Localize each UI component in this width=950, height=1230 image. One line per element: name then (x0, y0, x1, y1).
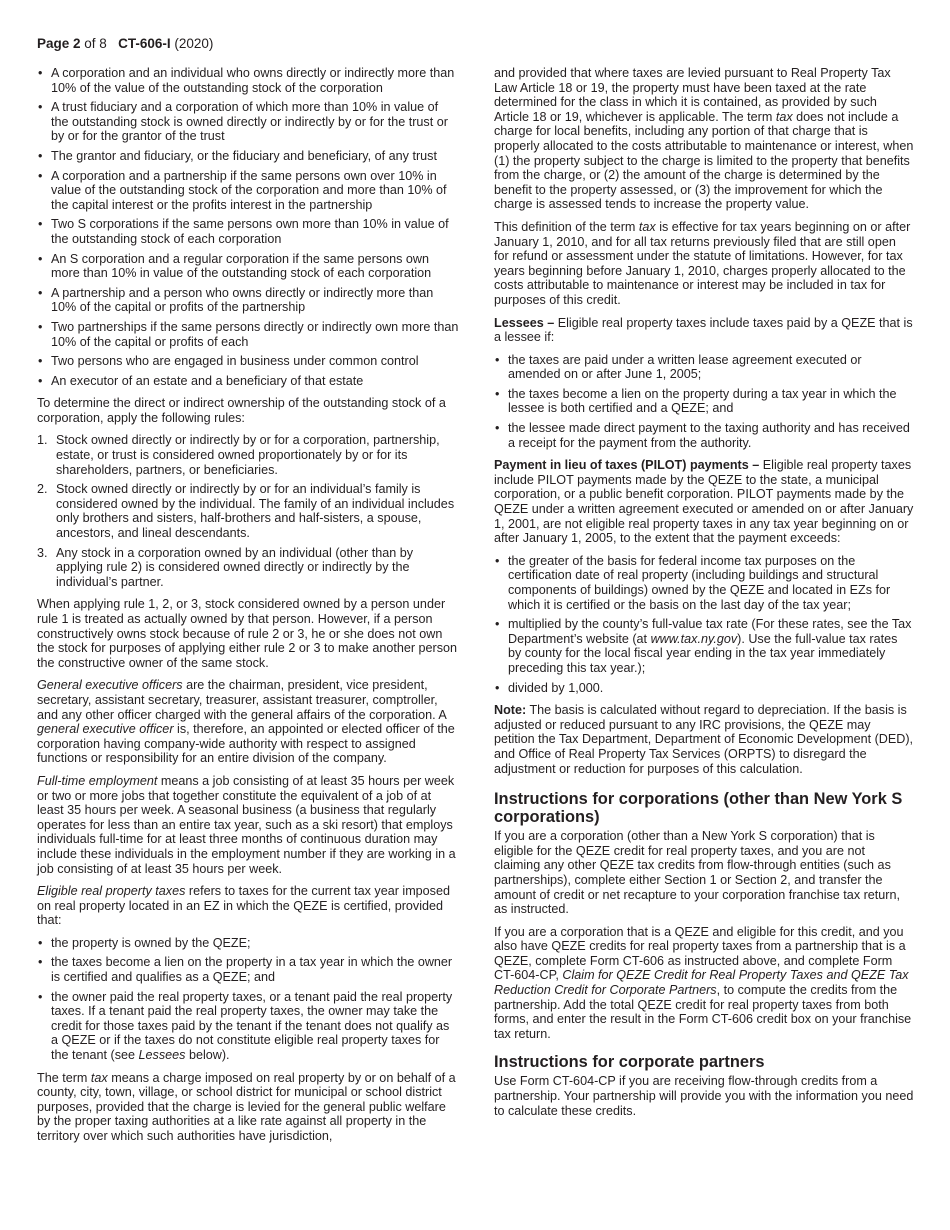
lessees-label: Lessees – (494, 315, 555, 330)
corporations-paragraph-1: If you are a corporation (other than a New York S corporation) that is eligible for the QEZE credit for real property taxes, and you are not claiming any other QEZE tax credits from flow-through entities (such as partnerships), complete either Section 1 or Section 2, and transfer the amount of credit or net recapture to your corporation franchise tax return, as instructed. (494, 829, 901, 917)
list-item: • An S corporation and a regular corporation if the same persons own more than 10% in value of the outstanding stock of each corporation (37, 252, 459, 281)
form-title: Claim for QEZE Credit for Real Property Taxes and QEZE Tax Reduction Credit for Corporate Partners (494, 968, 909, 998)
list-item: • the greater of the basis for federal income tax purposes on the certification date of real property (including buildings and structural components of buildings) owned by the QEZE and located in EZs for which it is certified or the basis on the last day of the tax year; (494, 554, 914, 612)
rule-number: 2. (37, 482, 48, 497)
list-item: • the taxes become a lien on the property during a tax year in which the lessee is both certified and a QEZE; and (494, 387, 914, 416)
rule-item (37, 482, 459, 540)
rule-number: 3. (37, 545, 48, 560)
list-item: • the property is owned by the QEZE; (37, 936, 459, 951)
right-column (494, 66, 914, 1126)
list-item: • An executor of an estate and a beneficiary of that estate (37, 374, 459, 389)
related-persons-list (37, 66, 459, 388)
list-item: • Two S corporations if the same persons own more than 10% in value of the outstanding stock of each corporation (37, 217, 459, 246)
list-item: • divided by 1,000. (494, 681, 914, 696)
lessees-reference: Lessees (138, 1048, 186, 1063)
tax-definition-continued: and provided that where taxes are levied pursuant to Real Property Tax Law Article 18 or 19, the property must have been taxed at the rate determined for the class in which it is contained, as provided by such Article 18 or 19, whichever is applicable. The term tax does not include a charge for local benefits, including any portion of that charge that is properly allocated to the costs attributable to maintenance or interest, when (1) the property subject to the charge is limited to the property that benefits from the charge, or (2) the amount of the charge is determined by the benefit to the property assessed, or (3) the improvement for which the charge is assessed tends to increase the property value. (494, 66, 914, 212)
pilot-paragraph: Payment in lieu of taxes (PILOT) payments – Eligible real property taxes include PILOT payments made by the QEZE to the state, a municipal corporation, or a public benefit corporation. PILOT payments made by the QEZE under a written agreement executed or amended on or after January 1, 2001, are not eligible real property taxes in any tax year beginning on or after January 1, 2005, to the extent that the payment exceeds: (494, 458, 914, 546)
note-label: Note: (494, 703, 527, 718)
ownership-intro: To determine the direct or indirect ownership of the outstanding stock of a corporation, apply the following rules: (37, 396, 446, 425)
lessees-paragraph: Lessees – Eligible real property taxes include taxes paid by a QEZE that is a lessee if: (494, 315, 913, 345)
rule-item (37, 433, 459, 477)
full-time-employment-paragraph: Full-time employment means a job consisting of at least 35 hours per week or two or more jobs that together constitute the equivalent of a job of at least 35 hours per week. A seasonal business (a business that regularly operates for less than an entire tax year, such as a ski resort) that employs individuals full-time for at least three months of continuous duration may include these individuals in the employment number if they are working in a job consisting of at least 35 hours per week. (37, 773, 456, 876)
corporations-paragraph-2: If you are a corporation that is a QEZE and eligible for this credit, and you also have QEZE credits for real property taxes from a partnership that is a QEZE, complete Form CT-606 as instructed above, and complete Form CT-604-CP, Claim for QEZE Credit for Real Property Taxes and QEZE Tax Reduction Credit for Corporate Partners, to compute the credits from the partnership. Add the total QEZE credit for real property taxes from both forms, and enter the result in the Form CT-606 credit box on your franchise tax return. (494, 924, 912, 1041)
list-item: • A corporation and a partnership if the same persons own over 10% in value of the outstanding stock of the corporation and more than 10% of the capital interest or the profits interest in the partnership (37, 169, 459, 213)
rule-item (37, 546, 459, 590)
list-item: • A corporation and an individual who owns directly or indirectly more than 10% of the value of the outstanding stock of the corporation (37, 66, 459, 95)
rule-text: Any stock in a corporation owned by an individual (other than by applying rule 2) is considered owned directly or indirectly by the individual’s partner. (56, 545, 414, 589)
rule-number: 1. (37, 433, 48, 448)
defined-term: tax (90, 1070, 108, 1085)
defined-term: tax (775, 109, 793, 124)
corporate-partners-paragraph: Use Form CT-604-CP if you are receiving flow-through credits from a partnership. Your partnership will provide you with the information you need to calculate these credits. (494, 1074, 914, 1118)
website-link[interactable]: www.tax.ny.gov (650, 631, 738, 646)
pilot-label: Payment in lieu of taxes (PILOT) payments – (494, 458, 760, 473)
defined-term: Eligible real property taxes (37, 884, 186, 899)
list-item: • A trust fiduciary and a corporation of which more than 10% in value of the outstanding stock is owned directly or indirectly by or for the trust or by or for the grantor of the trust (37, 100, 459, 144)
eligibility-conditions-list (37, 936, 459, 1063)
left-column (37, 66, 459, 1152)
list-item: • the owner paid the real property taxes, or a tenant paid the real property taxes. If a tenant paid the real property taxes, the owner may take the credit for those taxes paid by the tenant if the tenant does not qualify as a QEZE or if the taxes do not constitute eligible real property taxes for the tenant (see Lessees below). (37, 990, 459, 1063)
form-id: CT-606-I (118, 36, 171, 51)
list-item: • the lessee made direct payment to the taxing authority and has received a receipt for the payment from the authority. (494, 421, 914, 450)
defined-term: Full-time employment (37, 773, 158, 788)
list-item: • The grantor and fiduciary, or the fiduciary and beneficiary, of any trust (37, 149, 459, 164)
list-item: • the taxes are paid under a written lease agreement executed or amended on or after June 1, 2005; (494, 353, 914, 382)
rule-text: Stock owned directly or indirectly by or for a corporation, partnership, estate, or trust is considered owned proportionately by or for its shareholders, partners, or beneficiaries. (56, 433, 440, 477)
eligible-real-property-taxes-paragraph: Eligible real property taxes refers to taxes for the current tax year imposed on real property located in an EZ in which the QEZE is certified, provided that: (37, 884, 450, 928)
list-item: • A partnership and a person who owns directly or indirectly more than 10% of the capital or profits of the partnership (37, 286, 459, 315)
rule-application-paragraph: When applying rule 1, 2, or 3, stock considered owned by a person under rule 1 is treated as actually owned by that person. However, if a person constructively owns stock because of rule 2 or 3, he or she does not own the stock for purposes of applying either rule 2 or 3 to make another person the constructive owner of the same stock. (37, 597, 458, 670)
corporate-partners-heading: Instructions for corporate partners (494, 1053, 765, 1072)
defined-term: tax (638, 219, 656, 234)
note-paragraph: Note: The basis is calculated without regard to depreciation. If the basis is adjusted or reduced pursuant to any IRC provisions, the QEZE may petition the Tax Department, Department of Economic Development (DED), and Office of Real Property Tax Services (ORPTS) to disregard the adjustment or reduction for purposes of this calculation. (494, 703, 914, 776)
defined-term: general executive officer (37, 722, 174, 737)
rule-text: Stock owned directly or indirectly by or for an individual’s family is considered owned by the individual. The family of an individual includes only brothers and sisters, half-brothers and half-sisters, a spouse, ancestors, and lineal descendants. (56, 482, 455, 541)
general-executive-officers-paragraph: General executive officers are the chairman, president, vice president, secretary, assistant secretary, treasurer, assistant treasurer, comptroller, and any other officer charged with the general affairs of the corporation. A general executive officer is, therefore, an appointed or elected officer of the corporation having company-wide authority with respect to assigned functions or responsibility for an entire division of the company. (37, 678, 455, 766)
pilot-conditions-list (494, 554, 914, 695)
list-item: • Two persons who are engaged in business under common control (37, 354, 459, 369)
list-item: • the taxes become a lien on the property in a tax year in which the owner is certified and qualifies as a QEZE; and (37, 955, 459, 984)
corporations-heading: Instructions for corporations (other than New York S corporations) (494, 790, 903, 827)
list-item: • multiplied by the county’s full-value tax rate (For these rates, see the Tax Department’s website (at www.tax.ny.gov). Use the full-value tax rates by county for the local fiscal year ending in the tax year immediately preceding this tax year.); (494, 617, 914, 675)
tax-definition-paragraph: The term tax means a charge imposed on real property by or on behalf of a county, city, town, village, or school district for municipal or school district purposes, provided that the charge is levied for the general public welfare by the proper taxing authorities at a like rate against all property in the territory over which such authorities have jurisdiction, (37, 1070, 456, 1143)
definition-effective-paragraph: This definition of the term tax is effective for tax years beginning on or after January 1, 2010, and for all tax returns previously filed that are still open for refund or assessment under the statute of limitations. However, for tax years beginning before January 1, 2010, charges properly allocated to the costs attributable to maintenance or interest may be included in tax for purposes of this credit. (494, 219, 911, 307)
lessee-conditions-list (494, 353, 914, 451)
page-header (37, 36, 213, 51)
form-year: (2020) (170, 36, 214, 51)
defined-term: General executive officers (37, 678, 183, 693)
ownership-rules-list (37, 433, 459, 589)
page-label: Page 2 (37, 36, 81, 51)
page-of-label: of 8 (80, 36, 107, 51)
list-item: • Two partnerships if the same persons directly or indirectly own more than 10% of the capital or profits of each (37, 320, 459, 349)
